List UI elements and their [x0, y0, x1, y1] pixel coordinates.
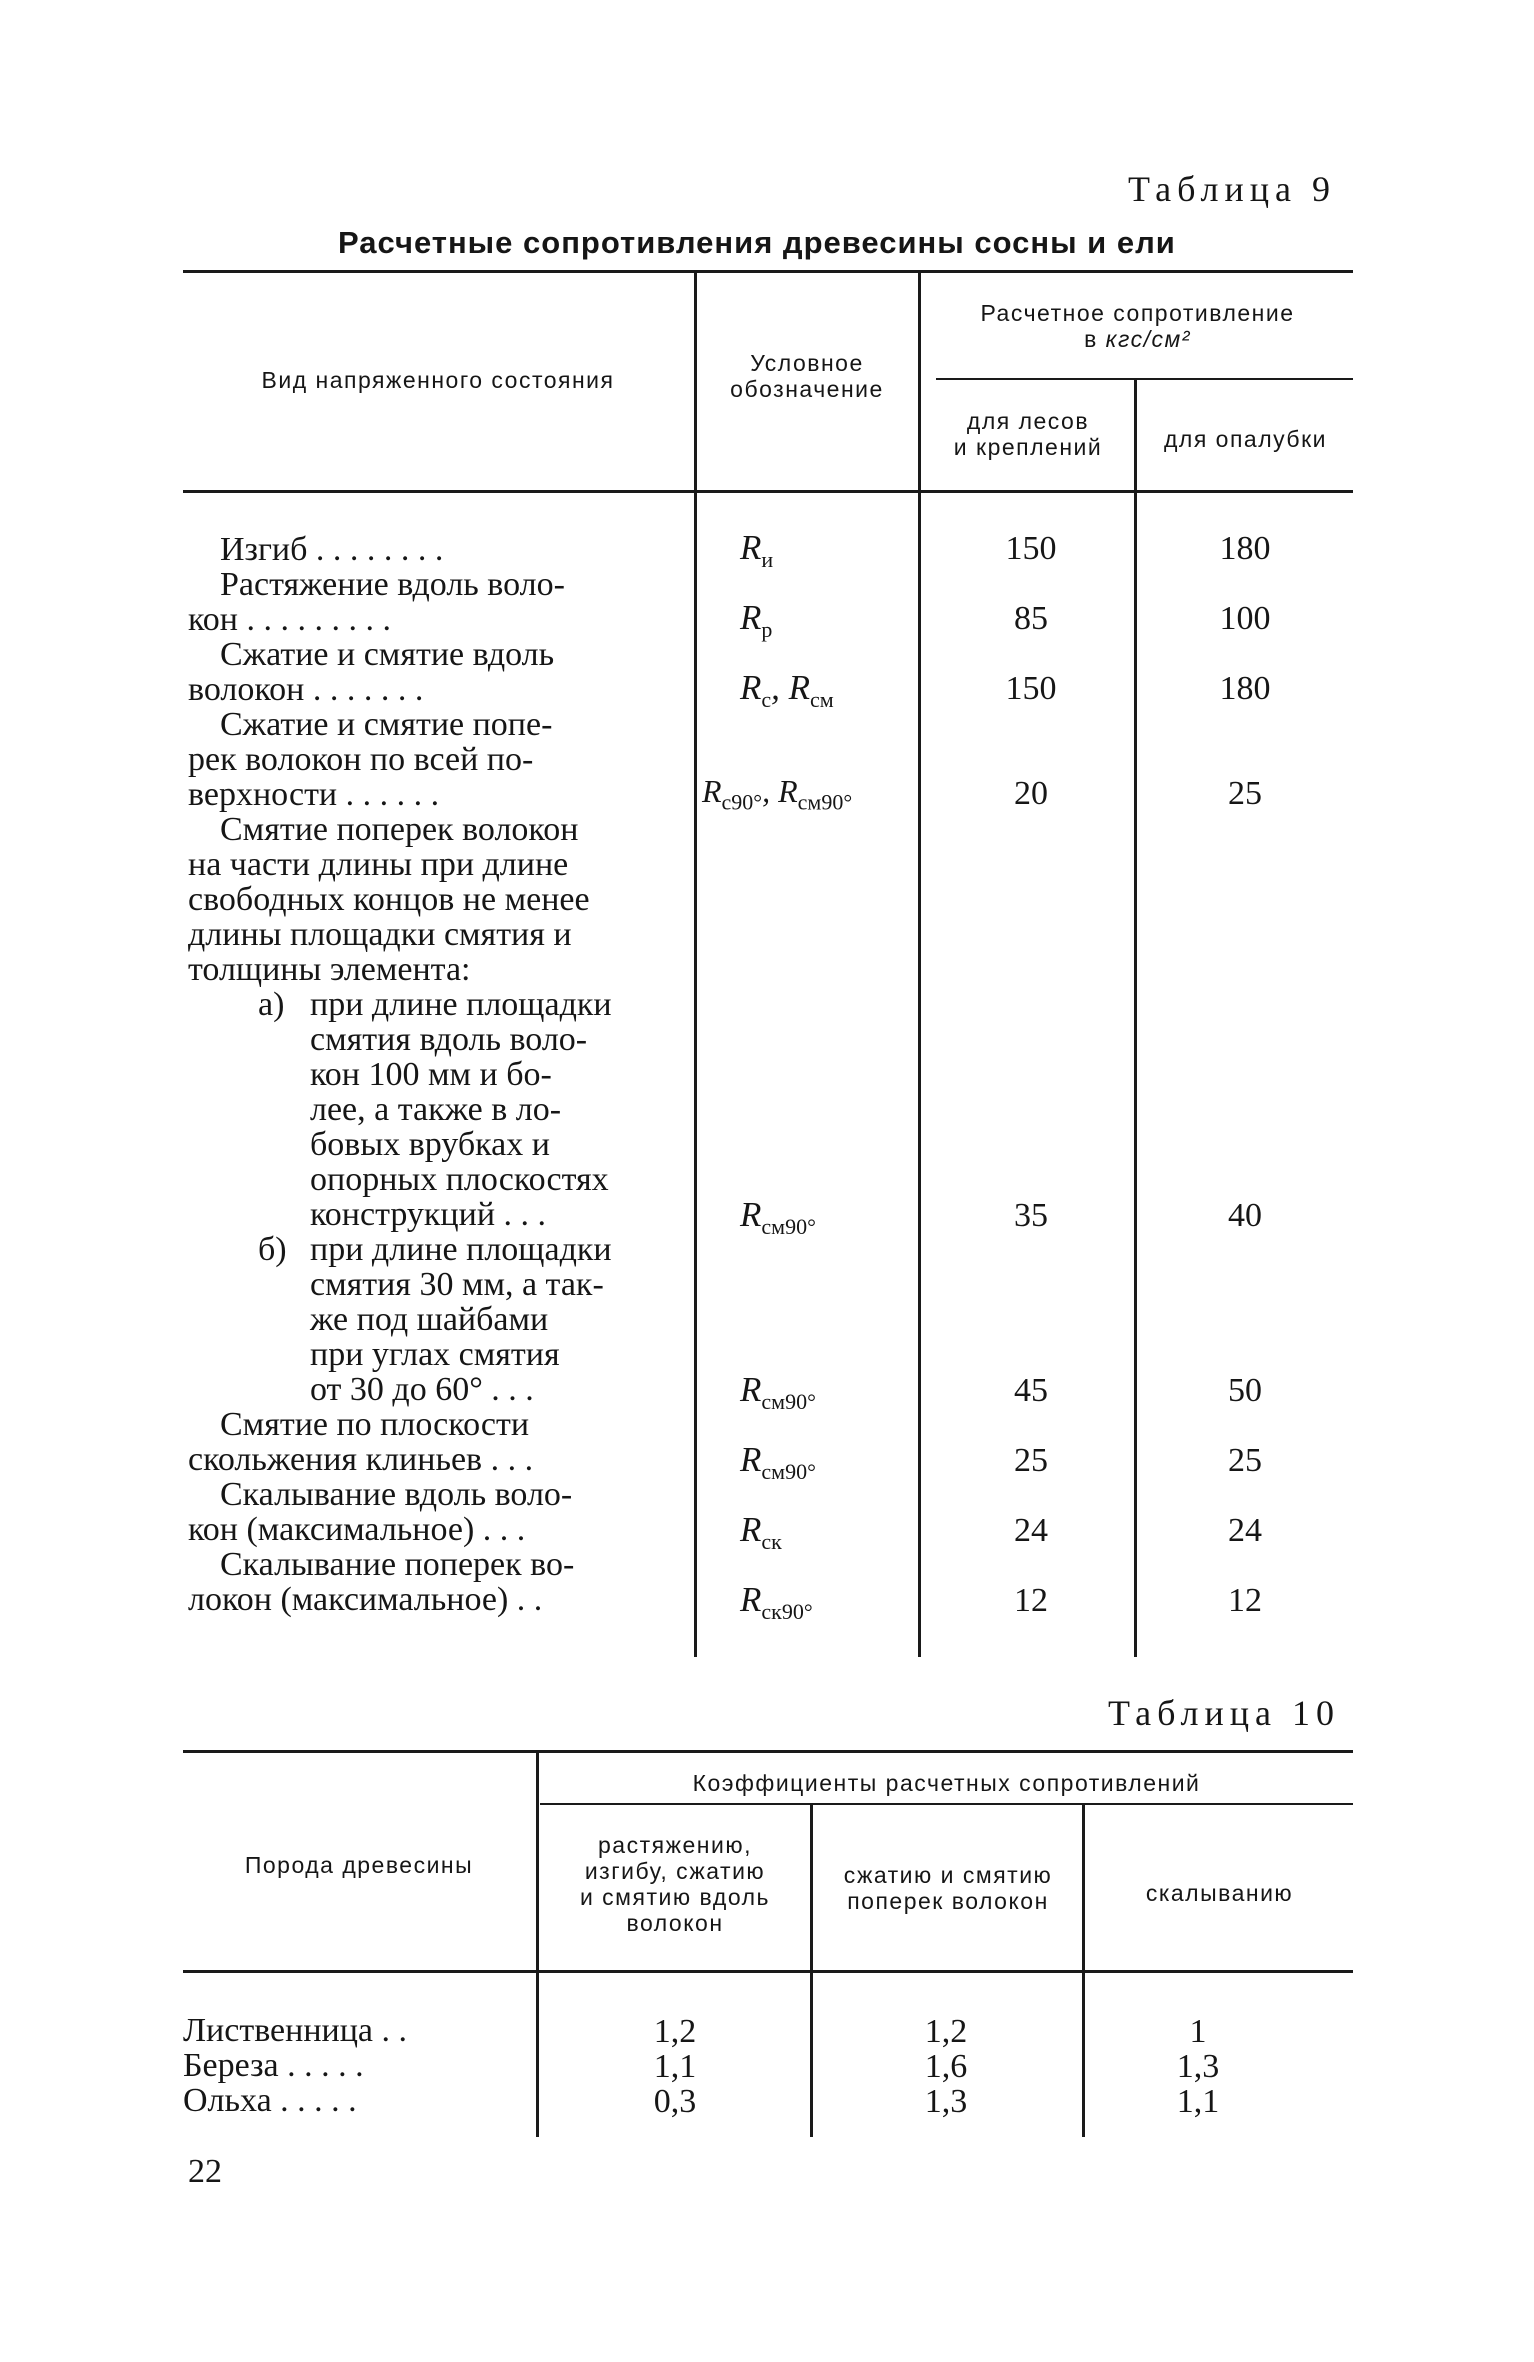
symbol-cell: $R_{см90^\circ}$ — [740, 1440, 816, 1484]
table10-vline-1 — [536, 1752, 539, 2137]
symbol-cell: $R_с$, $R_{см}$ — [740, 668, 834, 712]
table10-col-tension-l3: и смятию вдоль — [579, 1884, 771, 1910]
row-label-line: от 30 до 60° . . . — [310, 1371, 534, 1408]
table9-header-rule — [183, 490, 1353, 493]
table10-col-cross-l2: поперек волокон — [847, 1888, 1049, 1914]
row-marker: а) — [258, 986, 285, 1023]
coef-tension: 0,3 — [653, 2083, 697, 2120]
value-formwork: 40 — [1228, 1197, 1262, 1234]
value-forests: 45 — [1014, 1372, 1048, 1409]
table10-group-rule — [540, 1803, 1353, 1805]
row-label-line: же под шайбами — [310, 1301, 549, 1338]
row-label-line: волокон . . . . . . . — [188, 671, 424, 708]
coef-cross: 1,6 — [924, 2048, 968, 2085]
row-label-line: кон 100 мм и бо- — [310, 1056, 552, 1093]
value-forests: 12 — [1014, 1582, 1048, 1619]
table9-vline-2 — [918, 272, 921, 1657]
table10-col-cross-l1: сжатию и смятию — [843, 1862, 1053, 1888]
row-label-line: локон (максимальное) . . — [188, 1581, 543, 1618]
table10-col-species: Порода древесины — [244, 1852, 474, 1878]
value-forests: 85 — [1014, 600, 1048, 637]
table10-vline-2 — [810, 1805, 813, 2137]
table10-col-coefficients: Коэффициенты расчетных сопротивлений — [692, 1770, 1201, 1796]
row-label-line: конструкций . . . — [310, 1196, 547, 1233]
value-formwork: 100 — [1219, 600, 1271, 637]
row-label-line: Изгиб . . . . . . . . — [220, 531, 444, 568]
row-label-line: опорных плоскостях — [310, 1161, 609, 1198]
row-label-line: Растяжение вдоль воло- — [220, 566, 565, 603]
symbol-cell: $R_р$ — [740, 598, 773, 642]
row-label-line: Смятие поперек волокон — [220, 811, 579, 848]
table10-col-cross — [814, 1862, 1082, 1914]
table10-col-tension — [540, 1832, 810, 1936]
table10-header-rule — [183, 1970, 1353, 1973]
row-label-line: Скалывание поперек во- — [220, 1546, 575, 1583]
value-formwork: 25 — [1228, 775, 1262, 812]
coef-shear: 1,1 — [1176, 2083, 1220, 2120]
table10-top-rule — [183, 1750, 1353, 1753]
table10-col-shear: скалыванию — [1145, 1880, 1294, 1906]
table9-label: Таблица 9 — [1128, 169, 1336, 209]
symbol-cell: $R_{см90^\circ}$ — [740, 1195, 816, 1239]
coef-shear: 1 — [1189, 2013, 1207, 2050]
table9-col-resistance-l2 — [922, 326, 1353, 352]
coef-tension: 1,1 — [653, 2048, 697, 2085]
row-label-line: лее, а также в ло- — [310, 1091, 562, 1128]
value-forests: 35 — [1014, 1197, 1048, 1234]
table9-unit: кгс/см² — [1105, 326, 1191, 352]
value-formwork: 12 — [1228, 1582, 1262, 1619]
table9-unit-prefix: в — [1084, 326, 1098, 352]
table10-col-tension-l1: растяжению, — [598, 1832, 752, 1858]
row-label-line: Скалывание вдоль воло- — [220, 1476, 573, 1513]
table9-title: Расчетные сопротивления древесины сосны и ели — [338, 225, 1176, 260]
species-name: Лиственница . . — [183, 2012, 408, 2049]
value-forests: 25 — [1014, 1442, 1048, 1479]
symbol-cell: $R_{см90^\circ}$ — [740, 1370, 816, 1414]
row-label-line: рек волокон по всей по- — [188, 741, 534, 778]
coef-cross: 1,3 — [924, 2083, 968, 2120]
row-label-line: при углах смятия — [310, 1336, 560, 1373]
table9-group-rule — [936, 378, 1353, 380]
table9-vline-1 — [694, 272, 697, 1657]
species-name: Береза . . . . . — [183, 2047, 364, 2084]
row-label-line: смятия 30 мм, а так- — [310, 1266, 604, 1303]
value-formwork: 50 — [1228, 1372, 1262, 1409]
symbol-cell: $R_{ск}$ — [740, 1510, 782, 1554]
table9-col-symbol — [698, 350, 916, 402]
coef-cross: 1,2 — [924, 2013, 968, 2050]
value-forests: 20 — [1014, 775, 1048, 812]
table9-col-forests — [922, 408, 1134, 460]
table10-col-tension-l2: изгибу, сжатию — [584, 1858, 766, 1884]
table9-col-symbol-l1: Условное — [750, 350, 864, 376]
row-label-line: кон . . . . . . . . . — [188, 601, 391, 638]
table9-col-formwork: для опалубки — [1164, 426, 1327, 452]
value-forests: 24 — [1014, 1512, 1048, 1549]
value-formwork: 25 — [1228, 1442, 1262, 1479]
table10-col-tension-l4: волокон — [626, 1910, 724, 1936]
row-label-line: Сжатие и смятие попе- — [220, 706, 553, 743]
table9-col-forests-l1: для лесов — [966, 408, 1090, 434]
value-formwork: 24 — [1228, 1512, 1262, 1549]
value-formwork: 180 — [1219, 530, 1271, 567]
table9-vline-3 — [1134, 380, 1137, 1657]
table9-col-resistance-l1: Расчетное сопротивление — [980, 300, 1295, 326]
table9-top-rule — [183, 270, 1353, 273]
coef-shear: 1,3 — [1176, 2048, 1220, 2085]
row-label-line: при длине площадки — [310, 1231, 612, 1268]
symbol-cell: $R_{с90^\circ}$, $R_{см90^\circ}$ — [702, 773, 853, 815]
row-label-line: Смятие по плоскости — [220, 1406, 530, 1443]
species-name: Ольха . . . . . — [183, 2082, 357, 2119]
table10-vline-3 — [1082, 1805, 1085, 2137]
row-label-line: Сжатие и смятие вдоль — [220, 636, 555, 673]
row-label-line: при длине площадки — [310, 986, 612, 1023]
table9-col-forests-l2: и креплений — [953, 434, 1103, 460]
page-number: 22 — [188, 2153, 222, 2190]
row-label-line: свободных концов не менее — [188, 881, 590, 918]
row-marker: б) — [258, 1231, 287, 1268]
coef-tension: 1,2 — [653, 2013, 697, 2050]
table9-col-symbol-l2: обозначение — [730, 376, 884, 402]
row-label-line: бовых врубках и — [310, 1126, 550, 1163]
value-forests: 150 — [1005, 530, 1057, 567]
symbol-cell: $R_{ск90^\circ}$ — [740, 1580, 813, 1624]
row-label-line: на части длины при длине — [188, 846, 569, 883]
row-label-line: кон (максимальное) . . . — [188, 1511, 526, 1548]
table9-col-resistance — [922, 300, 1353, 352]
value-formwork: 180 — [1219, 670, 1271, 707]
row-label-line: толщины элемента: — [188, 951, 471, 988]
row-label-line: длины площадки смятия и — [188, 916, 572, 953]
table9-col-state: Вид напряженного состояния — [261, 367, 615, 393]
row-label-line: смятия вдоль воло- — [310, 1021, 588, 1058]
symbol-cell: $R_и$ — [740, 528, 774, 572]
row-label-line: верхности . . . . . . — [188, 776, 440, 813]
row-label-line: скольжения клиньев . . . — [188, 1441, 534, 1478]
value-forests: 150 — [1005, 670, 1057, 707]
table10-label: Таблица 10 — [1108, 1693, 1340, 1733]
